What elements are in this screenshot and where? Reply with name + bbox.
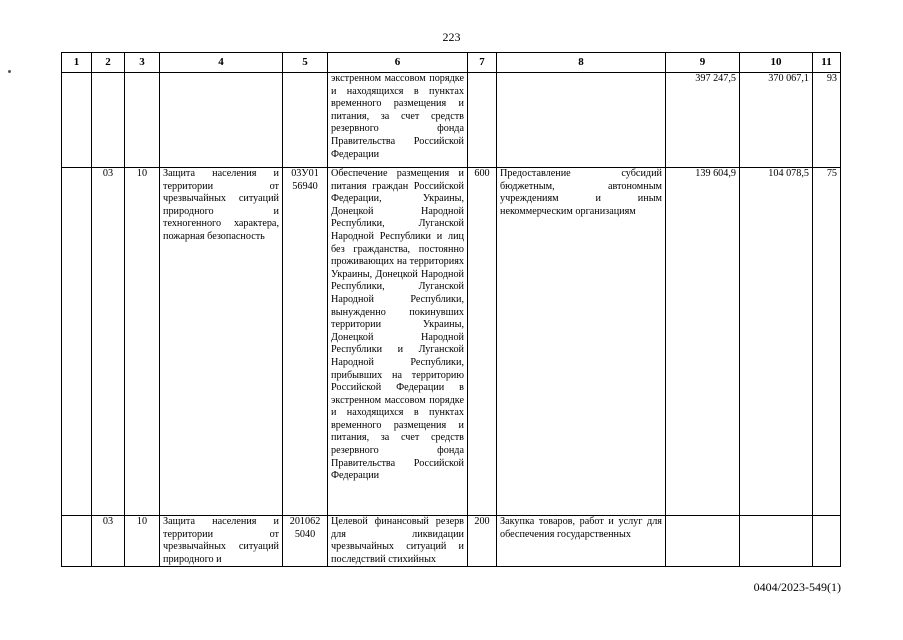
- cell-expense-name: [497, 73, 666, 168]
- cell-1: [62, 516, 92, 567]
- cell-section-name: [160, 73, 283, 168]
- margin-mark: [8, 70, 11, 73]
- cell-section: 03: [92, 168, 125, 516]
- cell-expense-name: Предоставление субсидий бюджетным, автономным учреждениям и иным некоммерческим организациям: [497, 168, 666, 516]
- cell-1: [62, 168, 92, 516]
- col-header-9: 9: [666, 53, 740, 73]
- cell-executed: 370 067,1: [740, 73, 813, 168]
- cell-section-name: Защита населения и территории от чрезвычайных ситуаций природного и: [160, 516, 283, 567]
- col-header-2: 2: [92, 53, 125, 73]
- table-row: [62, 516, 841, 567]
- cell-section: 03: [92, 516, 125, 567]
- cell-percent: 75: [813, 168, 841, 516]
- page-number: 223: [442, 30, 461, 44]
- col-header-4: 4: [160, 53, 283, 73]
- cell-expense-type: 200: [468, 516, 497, 567]
- table-row: [62, 73, 841, 168]
- cell-planned: [666, 516, 740, 567]
- cell-executed: [740, 516, 813, 567]
- table-row: [62, 168, 841, 516]
- col-header-1: 1: [62, 53, 92, 73]
- cell-subsection: [125, 73, 160, 168]
- cell-planned: 139 604,9: [666, 168, 740, 516]
- cell-1: [62, 73, 92, 168]
- cell-target-name: экстренном массовом порядке и находящихся в пунктах временного размещения и питания, за счет средств резервного фонда Правительства Российской Федерации: [328, 73, 468, 168]
- cell-target-name: Обеспечение размещения и питания граждан Российской Федерации, Украины, Донецкой Народной Республики, Луганской Народной Республики и лиц без гражданства, постоянно проживающих на территориях Украины, Донецкой Народной Республики, Луганской Народной Республики, вынужденно покинувших территории Украины, Донецкой Народной Республики и Луганской Народной Республики, прибывших на территорию Российской Федерации в экстренном массовом порядке и находящихся в пунктах временного размещения и питания, за счет средств резервного фонда Правительства Российской Федерации: [328, 168, 468, 516]
- cell-section-name: Защита населения и территории от чрезвычайных ситуаций природного и техногенного характера, пожарная безопасность: [160, 168, 283, 516]
- table-header-row: [62, 53, 841, 73]
- cell-target-code: 201062 5040: [283, 516, 328, 567]
- cell-subsection: 10: [125, 516, 160, 567]
- cell-subsection: 10: [125, 168, 160, 516]
- col-header-3: 3: [125, 53, 160, 73]
- cell-target-code: 03У01 56940: [283, 168, 328, 516]
- budget-table: [61, 52, 841, 567]
- cell-section: [92, 73, 125, 168]
- col-header-11: 11: [813, 53, 841, 73]
- col-header-5: 5: [283, 53, 328, 73]
- cell-planned: 397 247,5: [666, 73, 740, 168]
- cell-percent: [813, 516, 841, 567]
- cell-expense-name: Закупка товаров, работ и услуг для обеспечения государственных: [497, 516, 666, 567]
- col-header-10: 10: [740, 53, 813, 73]
- document-code: 0404/2023-549(1): [753, 580, 841, 594]
- cell-target-name: Целевой финансовый резерв для ликвидации чрезвычайных ситуаций и последствий стихийных: [328, 516, 468, 567]
- cell-expense-type: 600: [468, 168, 497, 516]
- cell-executed: 104 078,5: [740, 168, 813, 516]
- col-header-8: 8: [497, 53, 666, 73]
- cell-percent: 93: [813, 73, 841, 168]
- col-header-6: 6: [328, 53, 468, 73]
- cell-target-code: [283, 73, 328, 168]
- col-header-7: 7: [468, 53, 497, 73]
- cell-expense-type: [468, 73, 497, 168]
